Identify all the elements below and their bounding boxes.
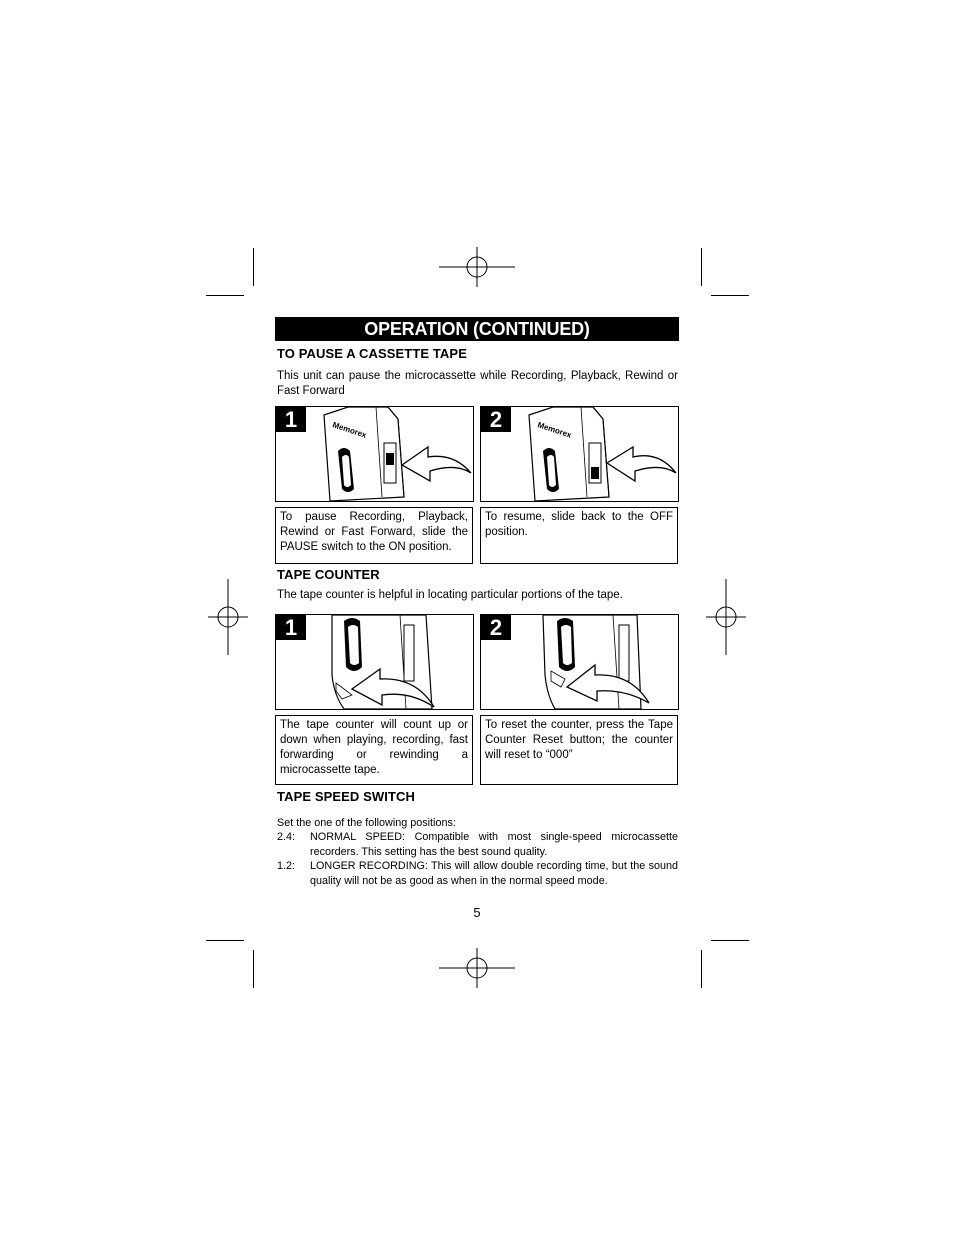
pause-heading: TO PAUSE A CASSETTE TAPE	[277, 346, 467, 361]
step-number: 2	[481, 407, 511, 432]
list-item-label: 2.4:	[277, 831, 296, 843]
list-item	[277, 830, 678, 860]
speed-heading: TAPE SPEED SWITCH	[277, 789, 415, 804]
list-item-label: 1.2:	[277, 860, 296, 872]
counter-heading: TAPE COUNTER	[277, 567, 380, 582]
registration-mark-bottom	[439, 930, 515, 1006]
brand-logo: Memorex	[331, 420, 368, 440]
counter-step-2-illustration	[480, 614, 679, 710]
list-item-text: LONGER RECORDING: This will allow double recording time, but the sound quality will not be as good as when in the normal speed mode.	[310, 860, 678, 887]
counter-intro: The tape counter is helpful in locating particular portions of the tape.	[277, 589, 623, 601]
registration-mark-left	[190, 579, 266, 655]
list-item	[277, 859, 678, 889]
step-number: 1	[276, 407, 306, 432]
counter-step-2-caption: To reset the counter, press the Tape Counter Reset button; the counter will reset to “000”	[480, 715, 678, 785]
list-item-text: NORMAL SPEED: Compatible with most single-speed microcassette recorders. This setting has the best sound quality.	[310, 831, 678, 858]
pause-intro: This unit can pause the microcassette while Recording, Playback, Rewind or Fast Forward	[277, 370, 678, 397]
page-number: 5	[473, 905, 481, 920]
counter-step-1-illustration	[275, 614, 474, 710]
step-number: 2	[481, 615, 511, 640]
counter-step-1-caption: The tape counter will count up or down when playing, recording, fast forwarding or rewinding a microcassette tape.	[275, 715, 473, 785]
registration-mark-top	[439, 229, 515, 305]
pause-step-2-illustration	[480, 406, 679, 502]
speed-intro: Set the one of the following positions:	[277, 817, 456, 829]
section-banner: OPERATION (CONTINUED)	[275, 317, 679, 341]
pause-step-2-caption: To resume, slide back to the OFF position.	[480, 507, 678, 564]
pause-step-1-illustration	[275, 406, 474, 502]
pause-step-1-caption: To pause Recording, Playback, Rewind or Fast Forward, slide the PAUSE switch to the ON position.	[275, 507, 473, 564]
registration-mark-right	[688, 579, 764, 655]
brand-logo: Memorex	[536, 420, 573, 440]
step-number: 1	[276, 615, 306, 640]
